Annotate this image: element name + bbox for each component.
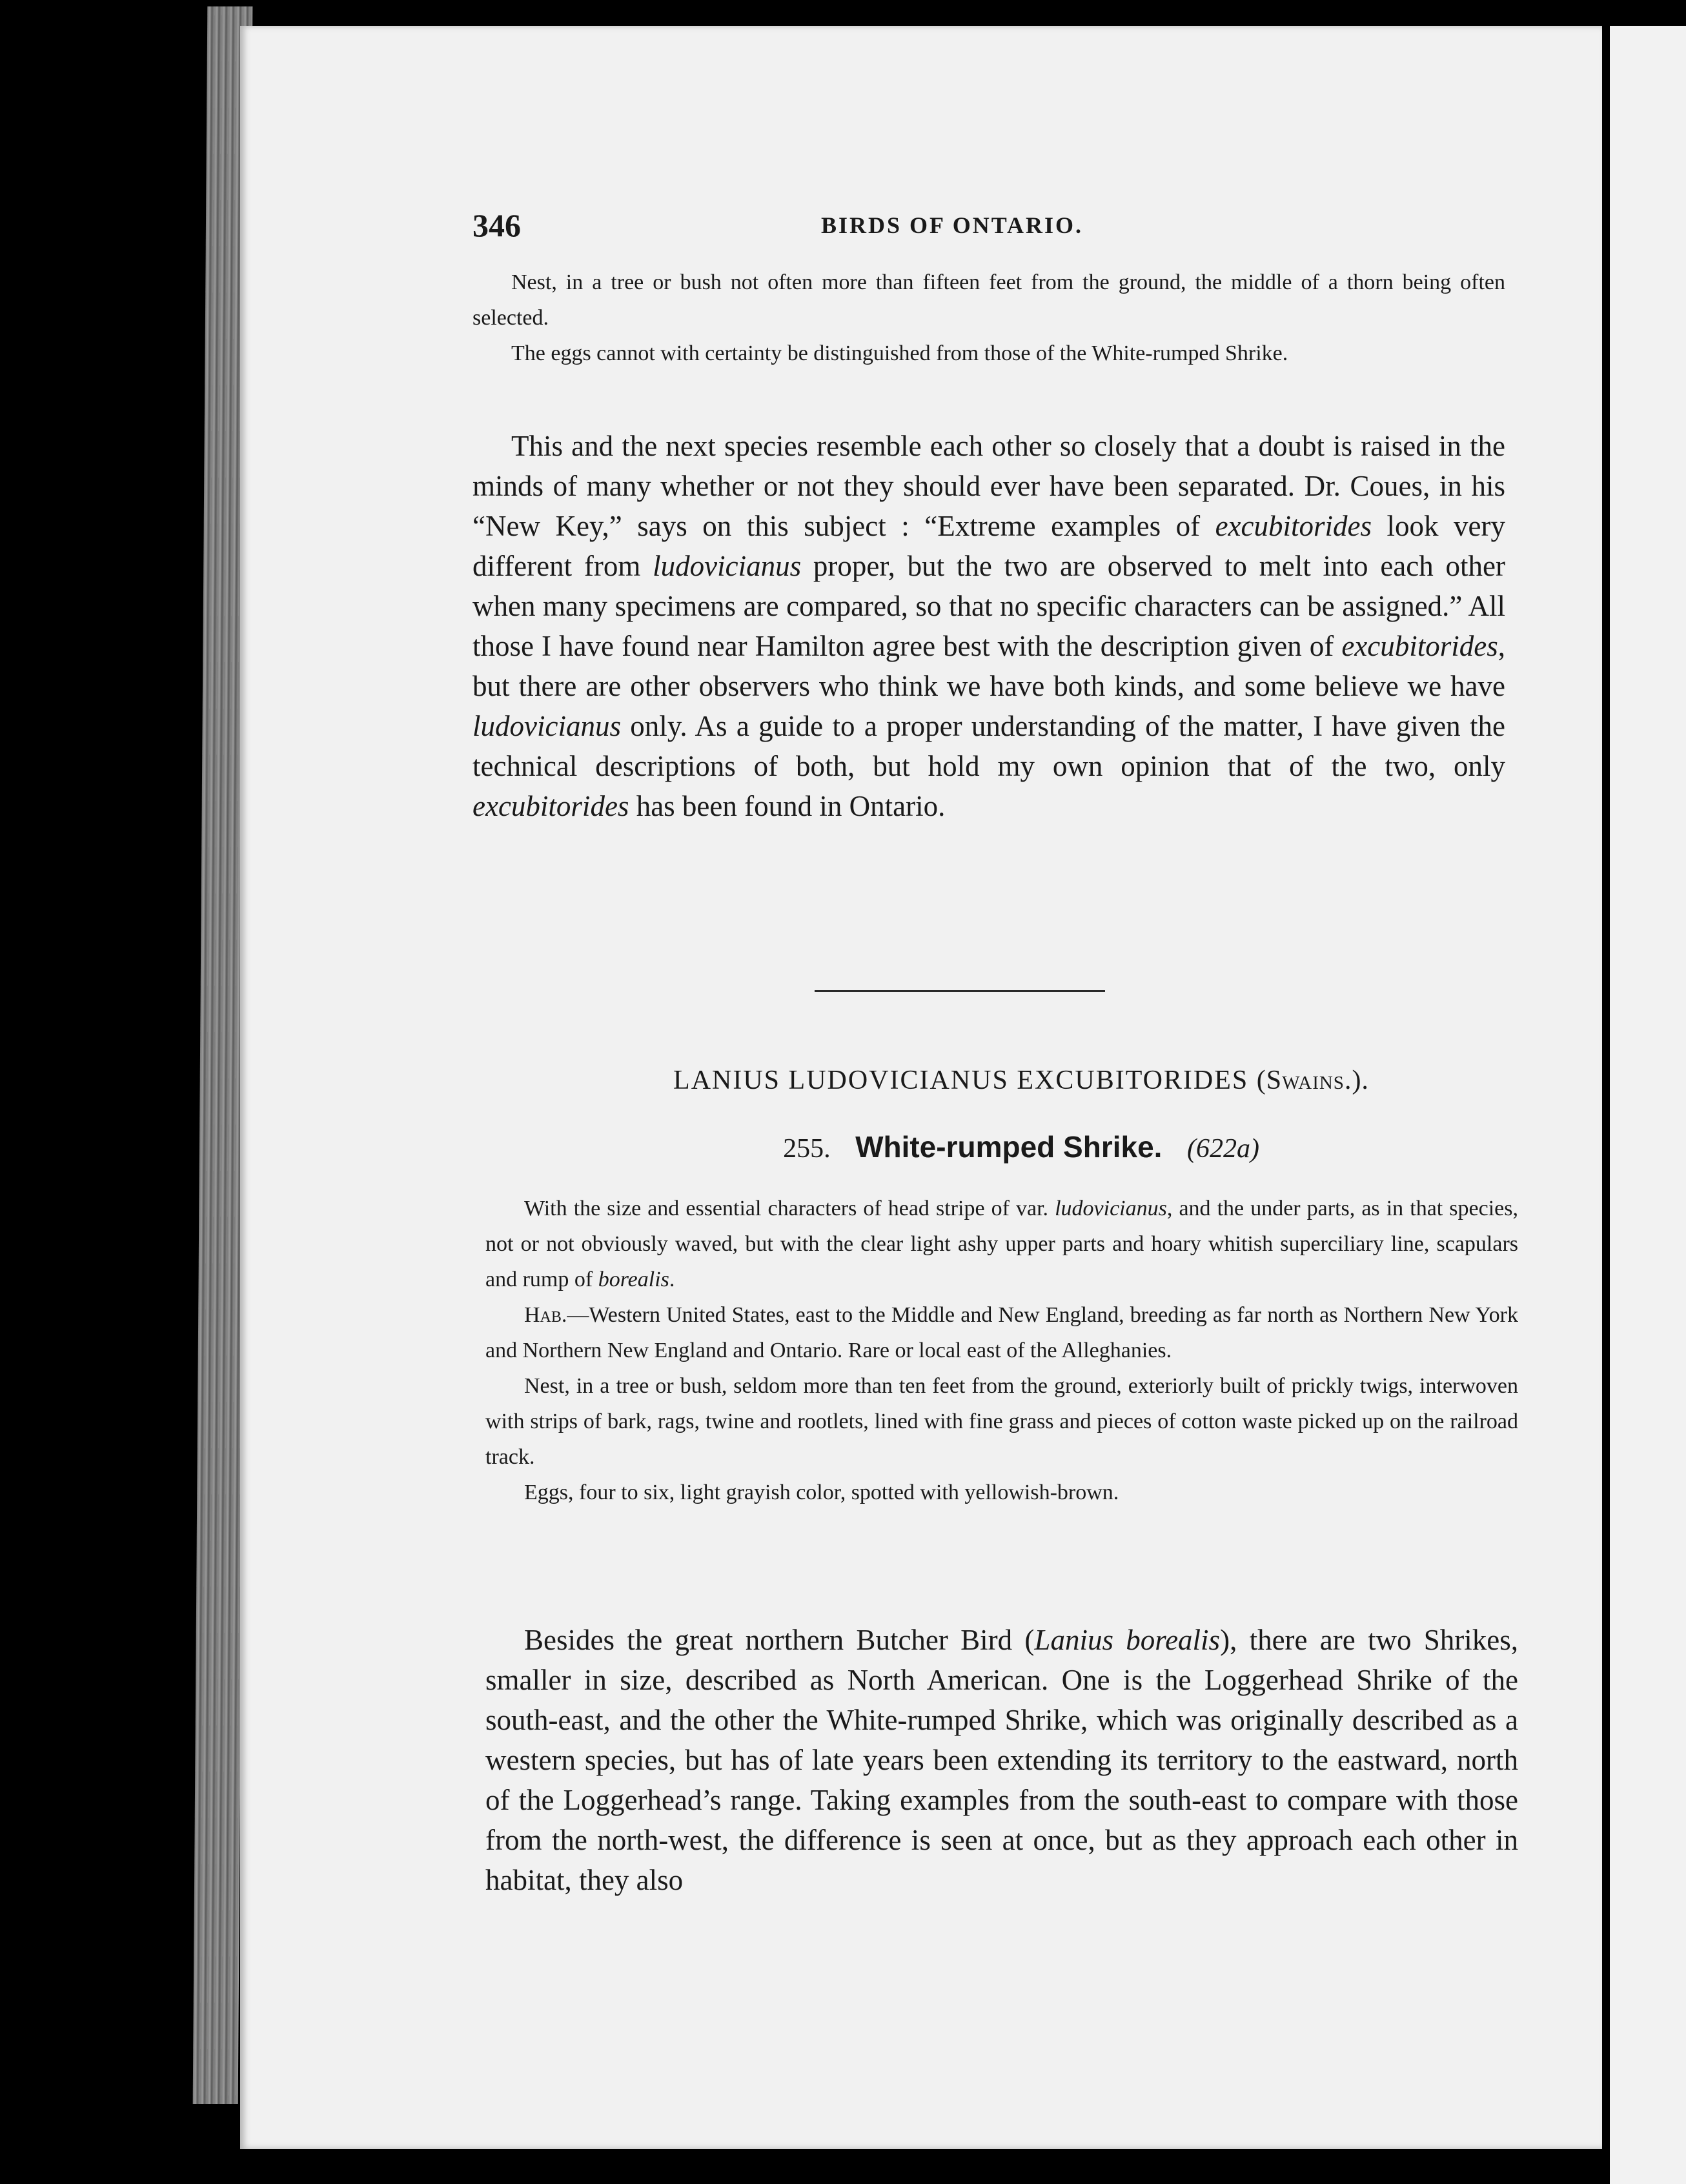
section-divider: [815, 990, 1105, 992]
page-header: [472, 207, 1538, 258]
habitat-label: Hab.: [524, 1303, 567, 1327]
species-description: [485, 1191, 1518, 1510]
book-page: [240, 26, 1602, 2149]
previous-species-notes: [472, 265, 1505, 371]
species-scientific-name: LANIUS LUDOVICIANUS EXCUBITORIDES (Swains.).: [673, 1066, 1369, 1095]
nest-paragraph: Nest, in a tree or bush not often more than fifteen feet from the ground, the middle of a thorn being often selected.: [472, 270, 1505, 330]
nest-description: Nest, in a tree or bush, seldom more than ten feet from the ground, exteriorly built of prickly twigs, interwoven with strips of bark, rags, twine and rootlets, lined with fine grass and pieces of cotton waste picked up on the railroad track.: [485, 1374, 1518, 1469]
eggs-description: Eggs, four to six, light grayish color, spotted with yellowish-brown.: [524, 1481, 1119, 1504]
habitat-paragraph: Hab.—Western United States, east to the Middle and New England, breeding as far north as Northern New York and Northern New England and Ontario. Rare or local east of the Alleghanies.: [485, 1303, 1518, 1362]
species-code: (622a): [1186, 1134, 1259, 1164]
running-head: BIRDS OF ONTARIO.: [821, 212, 1084, 238]
closing-paragraph: Besides the great northern Butcher Bird (Lanius borealis), there are two Shrikes, smaller in size, described as North American. One is the Loggerhead Shrike of the south-east, and the other the White-rumped Shrike, which was originally described as a western species, but has of late years been extending its territory to the eastward, north of the Loggerhead’s range. Taking examples from the south-east to compare with those from the north-west, the difference is seen at once, but as they approach each other in habitat, they also: [485, 1624, 1519, 1896]
description-paragraph: With the size and essential characters of head stripe of var. ludovicianus, and the under parts, as in that species, not or not obviously waved, but with the clear light ashy upper parts and hoary whitish superciliary line, scapulars and rump of borealis.: [485, 1197, 1518, 1291]
species-authority: (Swains.).: [1256, 1066, 1369, 1095]
eggs-paragraph: The eggs cannot with certainty be distinguished from those of the White-rumped Shrike.: [511, 341, 1288, 365]
facing-page-edge: [1601, 26, 1686, 2184]
species-common-name-line: [518, 1129, 1525, 1164]
discussion-paragraph: This and the next species resemble each other so closely that a doubt is raised in the minds of many whether or not they should ever have been separated. Dr. Coues, in his “New Key,” says on this subject : “Extreme examples of excubitorides look very different from ludovicianus proper, but the two are observed to melt into each other when many specimens are compared, so that no specific characters can be assigned.” All those I have found near Hamilton agree best with the description given of excubitorides, but there are other observers who think we have both kinds, and some believe we have ludovicianus only. As a guide to a proper understanding of the matter, I have given the technical descriptions of both, but hold my own opinion that of the two, only excubitorides has been found in Ontario.: [472, 430, 1505, 822]
species-common-name: White-rumped Shrike.: [855, 1130, 1163, 1164]
species-number: 255.: [783, 1134, 831, 1164]
page-number: 346: [472, 207, 521, 243]
